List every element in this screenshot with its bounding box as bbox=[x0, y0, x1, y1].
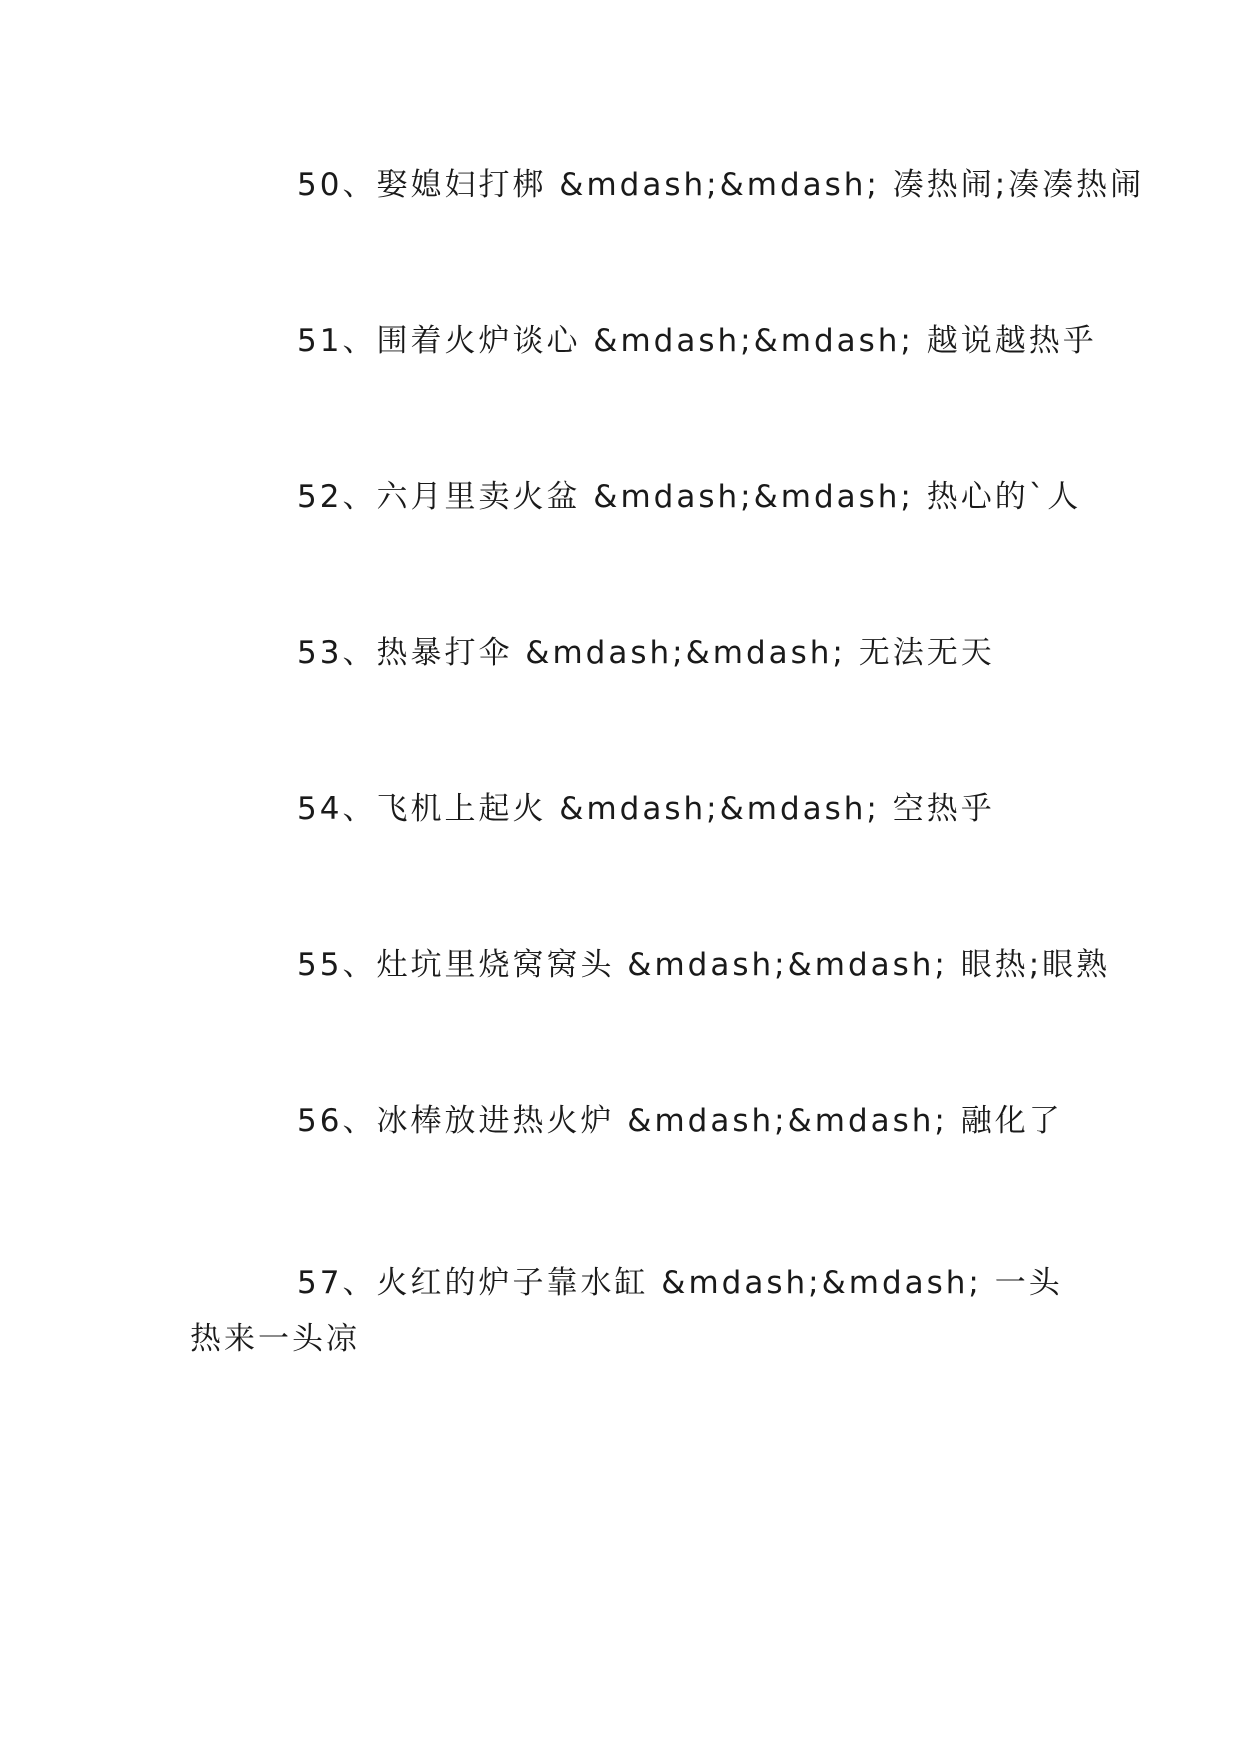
entry-56: 56、冰棒放进热火炉 &mdash;&mdash; 融化了 bbox=[297, 1103, 1063, 1139]
entry-54: 54、飞机上起火 &mdash;&mdash; 空热乎 bbox=[297, 791, 995, 827]
entry-55: 55、灶坑里烧窝窝头 &mdash;&mdash; 眼热;眼熟 bbox=[297, 947, 1111, 983]
entry-52: 52、六月里卖火盆 &mdash;&mdash; 热心的`人 bbox=[297, 479, 1082, 515]
entry-57: 57、火红的炉子靠水缸 &mdash;&mdash; 一头热来一头凉 bbox=[190, 1265, 1063, 1357]
entry-51: 51、围着火炉谈心 &mdash;&mdash; 越说越热乎 bbox=[297, 323, 1097, 359]
entry-50: 50、娶媳妇打梆 &mdash;&mdash; 凑热闹;凑凑热闹 bbox=[297, 167, 1145, 203]
entry-53: 53、热暴打伞 &mdash;&mdash; 无法无天 bbox=[297, 635, 995, 671]
